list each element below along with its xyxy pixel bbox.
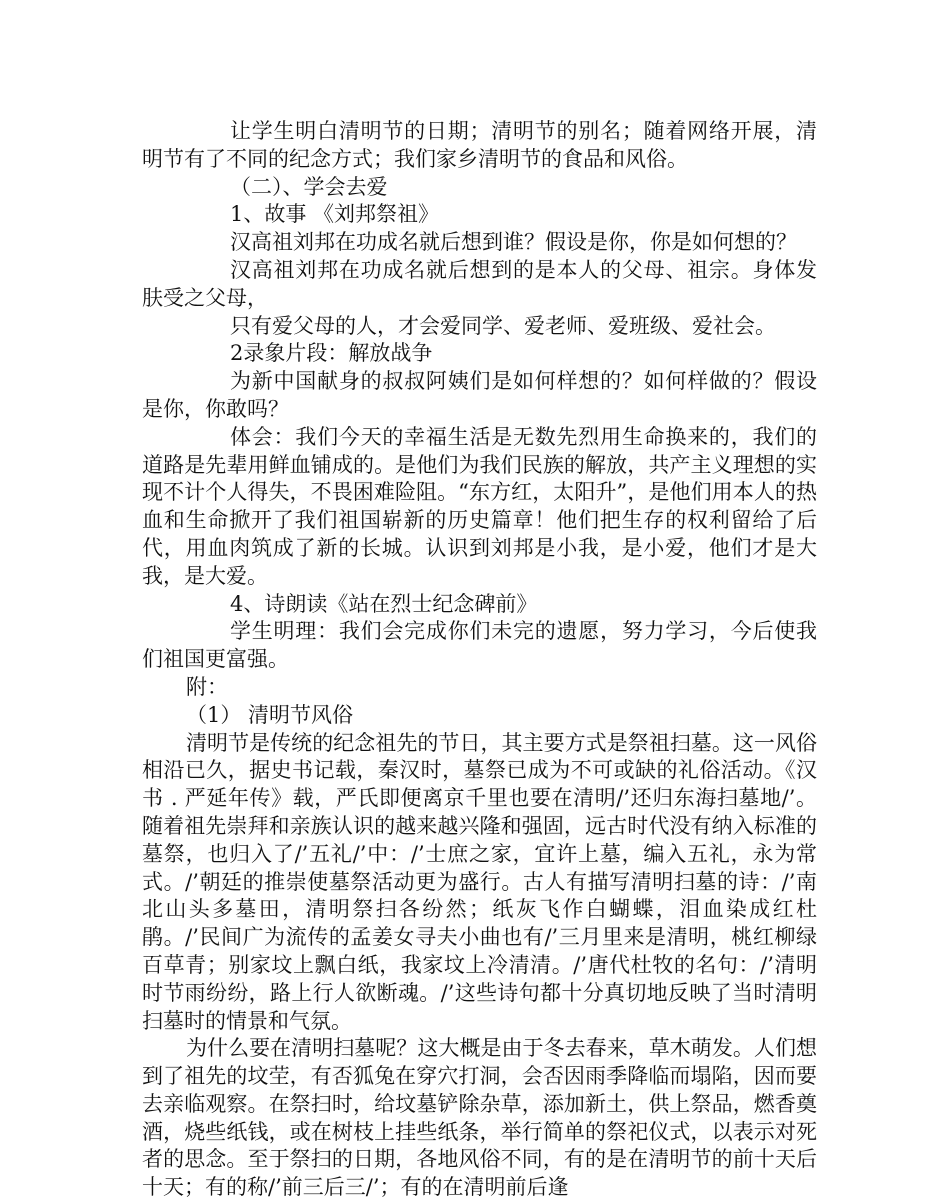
paragraph: 学生明理：我们会完成你们未完的遗愿，努力学习，今后使我们祖国更富强。 <box>142 619 817 672</box>
paragraph: 为什么要在清明扫墓呢？这大概是由于冬去春来，草木萌发。人们想到了祖先的坟茔，有否狐兔在穿穴打洞，会否因雨季降临而塌陷，因而要去亲临观察。在祭扫时，给坟墓铲除杂草，添加新土，供上祭品，燃香奠酒，烧些纸钱，或在树枝上挂些纸条，举行简单的祭祀仪式，以表示对死者的思念。至于祭扫的日期，各地风俗不同，有的是在清明节的前十天后十天；有的称/’前三后三/’；有的在清明前后逢 <box>142 1036 817 1200</box>
subsection-heading: 2录象片段：解放战争 <box>230 341 433 366</box>
document-body <box>142 118 817 1202</box>
paragraph: 让学生明白清明节的日期；清明节的别名；随着网络开展，清明节有了不同的纪念方式；我们家乡清明节的食品和风俗。 <box>142 119 817 171</box>
paragraph: 体会：我们今天的幸福生活是无数先烈用生命换来的，我们的道路是先辈用鲜血铺成的。是他们为我们民族的解放，共产主义理想的实现不计个人得失，不畏困难险阻。“东方红，太阳升”，是他们用本人的热血和生命掀开了我们祖国崭新的历史篇章！他们把生存的权利留给了后代，用血肉筑成了新的长城。认识到刘邦是小我，是小爱，他们才是大我，是大爱。 <box>142 424 817 588</box>
paragraph: 汉高祖刘邦在功成名就后想到谁？假设是你，你是如何想的？ <box>230 230 797 255</box>
appendix-label: 附： <box>186 674 228 699</box>
paragraph: 为新中国献身的叔叔阿姨们是如何样想的？如何样做的？假设是你，你敢吗？ <box>142 369 817 421</box>
subsection-heading: 4、诗朗读《站在烈士纪念碑前》 <box>230 591 538 616</box>
paragraph: 汉高祖刘邦在功成名就后想到的是本人的父母、祖宗。身体发肤受之父母， <box>142 257 817 310</box>
subsection-heading: 1、故事 《刘邦祭祖》 <box>230 202 440 227</box>
section-heading: （二）、学会去爱 <box>230 174 388 199</box>
paragraph: 只有爱父母的人，才会爱同学、爱老师、爱班级、爱社会。 <box>230 313 776 338</box>
appendix-heading: （1） 清明节风俗 <box>186 702 354 727</box>
paragraph: 清明节是传统的纪念祖先的节日，其主要方式是祭祖扫墓。这一风俗相沿已久，据史书记载，秦汉时，墓祭已成为不可或缺的礼俗活动。《汉书 . 严延年传》载，严氏即便离京千里也要在清明/’还归东海扫墓地/’。随着祖先崇拜和亲族认识的越来越兴隆和强固，远古时代没有纳入标准的墓祭，也归入了/’五礼/’中：/’士庶之家，宜许上墓，编入五礼，永为常式。/’朝廷的推崇使墓祭活动更为盛行。古人有描写清明扫墓的诗：/’南北山头多墓田，清明祭扫各纷然；纸灰飞作白蝴蝶，泪血染成红杜鹃。/’民间广为流传的孟姜女寻夫小曲也有/’三月里来是清明，桃红柳绿百草青；别家坟上飘白纸，我家坟上冷清清。/’唐代杜牧的名句：/’清明时节雨纷纷，路上行人欲断魂。/’这些诗句都十分真切地反映了当时清明扫墓时的情景和气氛。 <box>142 730 817 1033</box>
